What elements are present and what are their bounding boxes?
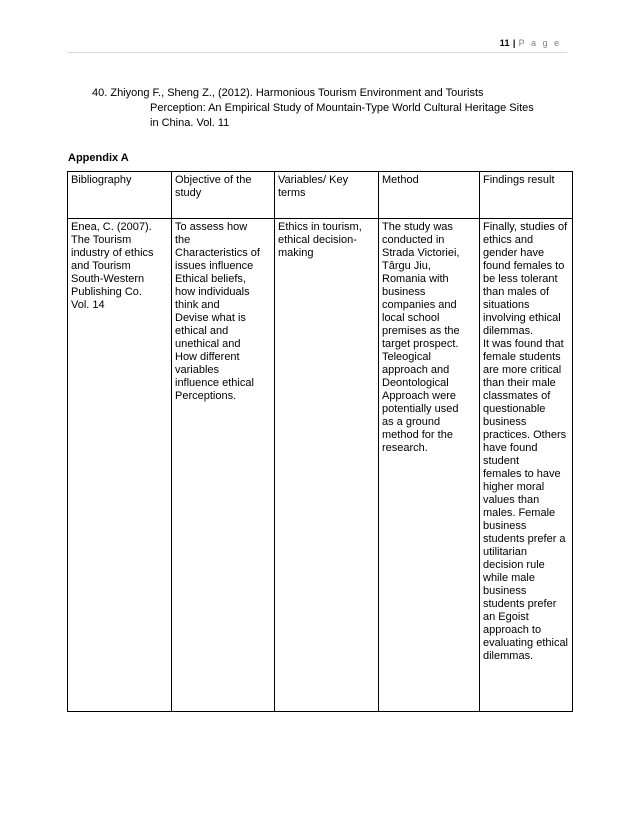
cell-text-line: dilemmas. [483,325,534,337]
cell-text-line: higher moral [483,481,545,493]
cell-text-line: target prospect. [382,338,459,350]
cell-text-line: Deontological [382,377,449,389]
cell-text-line: It was found that [483,338,564,350]
cell-text-line: and Tourism [71,260,131,272]
cell-text-line: potentially used [382,403,459,415]
cell-text-line: Objective of the [175,174,252,186]
cell-text-line: questionable [483,403,546,415]
cell-text-line: students prefer [483,598,557,610]
cell-text-line: Romania with [382,273,449,285]
cell-text-line: Publishing Co. [71,286,142,298]
cell-text-line: Ethical beliefs, [175,273,246,285]
cell-text-line: Târgu Jiu, [382,260,431,272]
cell-text-line: students prefer a [483,533,566,545]
reference-line-1: 40. Zhiyong F., Sheng Z., (2012). Harmonious Tourism Environment and Tourists [92,87,484,99]
cell-text-line: the [175,234,191,246]
cell-text-line: ethical and [175,325,229,337]
cell-text-line: Vol. 14 [71,299,105,311]
cell-text-line: while male [483,572,535,584]
header-rule [67,52,567,53]
cell-findings [480,219,573,712]
cell-text-line: Bibliography [71,174,132,186]
cell-text-line: are more critical [483,364,562,376]
cell-text-line: industry of ethics [71,247,154,259]
header-cell-objective [172,172,275,219]
cell-text-line: approach and [382,364,450,376]
cell-text-line: Enea, C. (2007). [71,221,152,233]
page-number: 11 [499,38,510,48]
cell-text-line: The Tourism [71,234,132,246]
cell-text-line: business [483,416,527,428]
table-row [68,219,573,712]
cell-text-line: gender have [483,247,545,259]
cell-text-line: approach to [483,624,542,636]
cell-text-line: variables [175,364,220,376]
cell-text-line: issues influence [175,260,254,272]
cell-text-line: influence ethical [175,377,254,389]
cell-text-line: found females to [483,260,565,272]
cell-text-line: females to have [483,468,561,480]
cell-text-line: an Egoist [483,611,529,623]
cell-text-line: research. [382,442,428,454]
cell-text-line: study [175,187,202,199]
cell-text-line: business [483,520,527,532]
cell-text-line: Characteristics of [175,247,260,259]
cell-text-line: than their male [483,377,556,389]
page-label: P a g e [518,38,561,48]
page-separator: | [512,38,516,48]
cell-text-line: Ethics in tourism, [278,221,362,233]
cell-text-line: conducted in [382,234,445,246]
cell-text-line: student [483,455,520,467]
cell-text-line: Variables/ Key [278,174,349,186]
cell-variables [275,219,379,712]
cell-text-line: values than [483,494,540,506]
cell-text-line: be less tolerant [483,273,558,285]
cell-method [379,219,480,712]
cell-text-line: Strada Victoriei, [382,247,460,259]
cell-text-line: classmates of [483,390,551,402]
cell-text-line: business [382,286,426,298]
cell-objective [172,219,275,712]
cell-text-line: dilemmas. [483,650,534,662]
cell-text-line: Devise what is [175,312,246,324]
cell-text-line: ethical decision- [278,234,357,246]
cell-text-line: evaluating ethical [483,637,569,649]
cell-text-line: business [483,585,527,597]
cell-text-line: think and [175,299,220,311]
header-cell-findings [480,172,573,219]
appendix-title: Appendix A [68,152,129,164]
cell-text-line: ethics and [483,234,534,246]
cell-text-line: than males of [483,286,550,298]
table-header-row [68,172,573,219]
cell-text-line: method for the [382,429,453,441]
cell-text-line: decision rule [483,559,545,571]
cell-text-line: Approach were [382,390,456,402]
cell-text-line: males. Female [483,507,556,519]
header-cell-method [379,172,480,219]
cell-text-line: Findings result [483,174,555,186]
cell-text-line: unethical and [175,338,241,350]
cell-text-line: South-Western [71,273,145,285]
bibliography-table [67,171,573,712]
cell-bibliography [68,219,172,712]
page-header [500,38,561,48]
cell-text-line: local school [382,312,440,324]
header-cell-variables [275,172,379,219]
cell-text-line: Perceptions. [175,390,237,402]
cell-text-line: as a ground [382,416,441,428]
cell-text-line: The study was [382,221,453,233]
cell-text-line: terms [278,187,306,199]
cell-text-line: situations [483,299,530,311]
header-cell-bibliography [68,172,172,219]
cell-text-line: premises as the [382,325,460,337]
cell-text-line: To assess how [175,221,248,233]
cell-text-line: making [278,247,314,259]
cell-text-line: have found [483,442,538,454]
cell-text-line: involving ethical [483,312,561,324]
cell-text-line: How different [175,351,240,363]
cell-text-line: female students [483,351,561,363]
cell-text-line: Finally, studies of [483,221,568,233]
reference-entry [92,86,572,131]
reference-line-2: Perception: An Empirical Study of Mountain-Type World Cultural Heritage Sites [150,102,534,114]
cell-text-line: Method [382,174,419,186]
cell-text-line: companies and [382,299,457,311]
reference-line-3: in China. Vol. 11 [150,117,230,129]
cell-text-line: practices. Others [483,429,567,441]
cell-text-line: Teleogical [382,351,431,363]
cell-text-line: how individuals [175,286,250,298]
cell-text-line: utilitarian [483,546,528,558]
